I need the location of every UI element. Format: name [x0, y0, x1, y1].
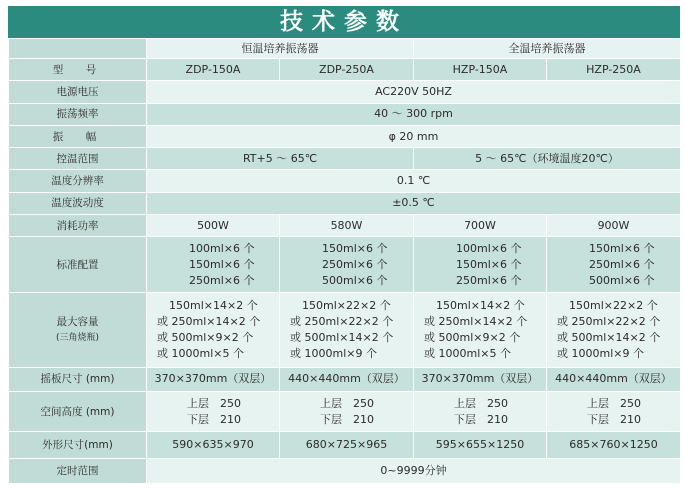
cell-tray-size-3: 370×370mm（双层） [414, 367, 547, 391]
row-tray-size [9, 367, 681, 391]
line: 或 250ml×14×2 个 [424, 314, 528, 328]
cell-model-2: ZDP-250A [280, 59, 414, 81]
row-timer [9, 458, 681, 483]
row-frequency [9, 103, 681, 125]
row-label: 标准配置 [9, 237, 147, 293]
row-space-height [9, 391, 681, 431]
capacity-label: 最大容量 [56, 315, 99, 328]
line: 下层 210 [187, 412, 241, 426]
row-power [9, 214, 681, 236]
cell-model-4: HZP-250A [547, 59, 681, 81]
group-header-b: 全温培养振荡器 [414, 39, 681, 59]
cell-dimensions-4: 685×760×1250 [547, 432, 681, 458]
line: 或 500ml×9×2 个 [424, 330, 521, 344]
line: 或 500ml×9×2 个 [157, 330, 254, 344]
line: 下层 210 [320, 412, 374, 426]
line: 上层 250 [454, 396, 508, 410]
line: 500ml×6 个 [322, 273, 388, 287]
line: 150ml×6 个 [589, 241, 655, 255]
cell-fluctuation: ±0.5 ℃ [147, 192, 681, 214]
cell-tray-size-1: 370×370mm（双层） [147, 367, 280, 391]
cell-power-supply: AC220V 50HZ [147, 81, 681, 103]
line: 或 250ml×22×2 个 [557, 314, 661, 328]
line: 上层 250 [587, 396, 641, 410]
line: 上层 250 [187, 396, 241, 410]
row-power-supply [9, 81, 681, 103]
line: 或 500ml×14×2 个 [557, 330, 661, 344]
line: 250ml×6 个 [456, 273, 522, 287]
cell-standard-4 [547, 237, 681, 293]
line: 150ml×22×2 个 [302, 298, 391, 312]
row-label [9, 292, 147, 367]
row-label: 空间高度 (mm) [9, 391, 147, 431]
cell-space-height-2 [280, 391, 414, 431]
row-label: 温度分辨率 [9, 170, 147, 192]
cell-capacity-2 [280, 292, 414, 367]
row-label: 消耗功率 [9, 214, 147, 236]
line: 或 250ml×14×2 个 [157, 314, 261, 328]
row-label: 振 幅 [9, 125, 147, 147]
cell-power-4: 900W [547, 214, 681, 236]
cell-space-height-3 [414, 391, 547, 431]
line: 上层 250 [320, 396, 374, 410]
row-model [9, 59, 681, 81]
line: 250ml×6 个 [189, 273, 255, 287]
cell-capacity-1 [147, 292, 280, 367]
line: 或 1000ml×5 个 [157, 346, 244, 360]
cell-dimensions-3: 595×655×1250 [414, 432, 547, 458]
cell-capacity-3 [414, 292, 547, 367]
cell-standard-2 [280, 237, 414, 293]
line: 100ml×6 个 [456, 241, 522, 255]
row-label: 摇板尺寸 (mm) [9, 367, 147, 391]
row-label: 振荡频率 [9, 103, 147, 125]
cell-space-height-4 [547, 391, 681, 431]
row-amplitude [9, 125, 681, 147]
capacity-sublabel: (三角烧瓶) [55, 332, 100, 343]
line: 下层 210 [587, 412, 641, 426]
cell-dimensions-2: 680×725×965 [280, 432, 414, 458]
line: 150ml×22×2 个 [569, 298, 658, 312]
page-title: 技术参数 [8, 6, 680, 38]
cell-resolution: 0.1 ℃ [147, 170, 681, 192]
cell-amplitude: φ 20 mm [147, 125, 681, 147]
line: 100ml×6 个 [189, 241, 255, 255]
cell-timer: 0~9999分钟 [147, 458, 681, 483]
row-fluctuation [9, 192, 681, 214]
row-label: 温度波动度 [9, 192, 147, 214]
row-label: 电源电压 [9, 81, 147, 103]
line: 或 1000ml×9 个 [290, 346, 377, 360]
cell-space-height-1 [147, 391, 280, 431]
line: 250ml×6 个 [589, 257, 655, 271]
row-capacity [9, 292, 681, 367]
cell-tray-size-2: 440×440mm（双层） [280, 367, 414, 391]
cell-model-3: HZP-150A [414, 59, 547, 81]
header-row [9, 39, 681, 59]
line: 500ml×6 个 [589, 273, 655, 287]
row-label: 控温范围 [9, 148, 147, 170]
line: 或 500ml×14×2 个 [290, 330, 394, 344]
group-header-a: 恒温培养振荡器 [147, 39, 414, 59]
cell-dimensions-1: 590×635×970 [147, 432, 280, 458]
row-label: 定时范围 [9, 458, 147, 483]
cell-temp-range-a: RT+5 ～ 65℃ [147, 148, 414, 170]
row-temp-range [9, 148, 681, 170]
cell-capacity-4 [547, 292, 681, 367]
line: 或 1000ml×5 个 [424, 346, 511, 360]
line: 下层 210 [454, 412, 508, 426]
line: 150ml×6 个 [322, 241, 388, 255]
row-label: 型 号 [9, 59, 147, 81]
line: 150ml×14×2 个 [436, 298, 525, 312]
line: 250ml×6 个 [322, 257, 388, 271]
cell-frequency: 40 ～ 300 rpm [147, 103, 681, 125]
cell-standard-1 [147, 237, 280, 293]
line: 150ml×14×2 个 [169, 298, 258, 312]
cell-power-3: 700W [414, 214, 547, 236]
row-dimensions [9, 432, 681, 458]
row-standard [9, 237, 681, 293]
line: 或 1000ml×9 个 [557, 346, 644, 360]
cell-power-2: 580W [280, 214, 414, 236]
cell-temp-range-b: 5 ～ 65℃（环境温度20℃） [414, 148, 681, 170]
cell-tray-size-4: 440×440mm（双层） [547, 367, 681, 391]
spec-table [8, 38, 681, 484]
cell-model-1: ZDP-150A [147, 59, 280, 81]
cell-standard-3 [414, 237, 547, 293]
header-corner [9, 39, 147, 59]
line: 150ml×6 个 [456, 257, 522, 271]
cell-power-1: 500W [147, 214, 280, 236]
row-resolution [9, 170, 681, 192]
row-label: 外形尺寸(mm) [9, 432, 147, 458]
line: 150ml×6 个 [189, 257, 255, 271]
line: 或 250ml×22×2 个 [290, 314, 394, 328]
